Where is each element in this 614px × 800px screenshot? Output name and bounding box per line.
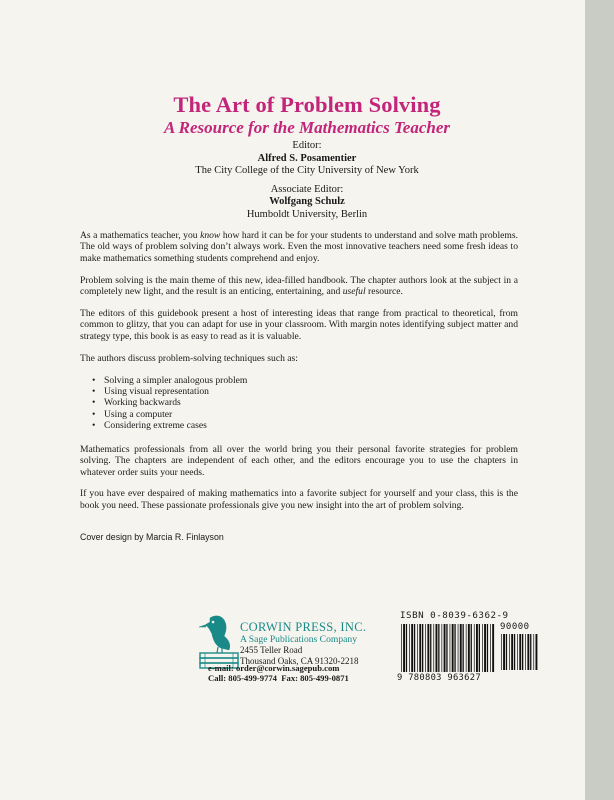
book-title: The Art of Problem Solving bbox=[173, 92, 441, 117]
techniques-list bbox=[80, 375, 518, 432]
fax-number: Fax: 805-499-0871 bbox=[281, 673, 349, 684]
list-item: • Solving a simpler analogous problem bbox=[92, 375, 518, 386]
associate-editor-role: Associate Editor: bbox=[270, 183, 344, 195]
paragraph-intro: As a mathematics teacher, you know how hard it can be for your students to understand and solve math problems. The old ways of problem solving don’t always work. Even the most innovative teachers need some fresh ideas to make mathematics something students comprehend and enjoy. bbox=[80, 230, 518, 264]
corwin-logo-icon bbox=[196, 612, 242, 670]
editor-role: Editor: bbox=[292, 140, 322, 151]
publisher-street: 2455 Teller Road bbox=[240, 645, 303, 655]
publisher-contact bbox=[208, 663, 349, 683]
paragraph-techniques-intro: The authors discuss problem-solving techniques such as: bbox=[80, 352, 298, 364]
associate-editor-name: Wolfgang Schulz bbox=[269, 196, 345, 207]
addon-barcode-icon bbox=[500, 634, 540, 674]
list-item: • Working backwards bbox=[92, 397, 518, 408]
list-item: • Using visual representation bbox=[92, 386, 518, 397]
publisher-city: Thousand Oaks, CA 91320-2218 bbox=[240, 656, 359, 666]
editors-block bbox=[0, 140, 614, 221]
blurb bbox=[80, 230, 518, 522]
editor-affiliation: The City College of the City University of New York bbox=[195, 165, 419, 176]
associate-editor-affiliation: Humboldt University, Berlin bbox=[246, 208, 368, 220]
ean-barcode-icon bbox=[400, 624, 496, 674]
ean-number: 9 780803 963627 bbox=[397, 673, 481, 683]
publisher-name: CORWIN PRESS, INC. bbox=[240, 620, 367, 634]
editor-name: Alfred S. Posamentier bbox=[257, 152, 357, 164]
list-item: • Considering extreme cases bbox=[92, 420, 518, 431]
paragraph-editors: The editors of this guidebook present a host of interesting ideas that range from practical to theoretical, from common to glitzy, that you can adapt for use in your classroom. With margin notes identifying subject matter and strategy type, this book is as easy to read as it is valuable. bbox=[80, 308, 518, 342]
paragraph-theme: Problem solving is the main theme of this new, idea-filled handbook. The chapter authors look at the subject in a completely new light, and the result is an enticing, entertaining, and useful resource. bbox=[80, 274, 518, 298]
phone-number: Call: 805-499-9774 bbox=[208, 673, 277, 684]
paragraph-closing: If you have ever despaired of making mathematics into a favorite subject for yourself and your class, this is the book you need. These passionate professionals give you new insight into the art of problem solving. bbox=[80, 488, 518, 511]
email-address: order@corwin.sagepub.com bbox=[235, 663, 340, 673]
paragraph-professionals: Mathematics professionals from all over the world bring you their personal favorite strategies for problem solving. The chapters are independent of each other, and the editors encourage you to use the chapters in whatever order suits your needs. bbox=[80, 443, 518, 478]
email-label: e-mail: bbox=[208, 663, 234, 673]
cover-credit: Cover design by Marcia R. Finlayson bbox=[80, 532, 224, 542]
isbn-text: ISBN 0-8039-6362-9 bbox=[400, 610, 509, 621]
publisher-block bbox=[240, 620, 366, 667]
book-subtitle: A Resource for the Mathematics Teacher bbox=[163, 118, 450, 137]
price-code: 90000 bbox=[500, 622, 530, 632]
list-item: • Using a computer bbox=[92, 409, 518, 420]
publisher-division: A Sage Publications Company bbox=[240, 634, 357, 645]
